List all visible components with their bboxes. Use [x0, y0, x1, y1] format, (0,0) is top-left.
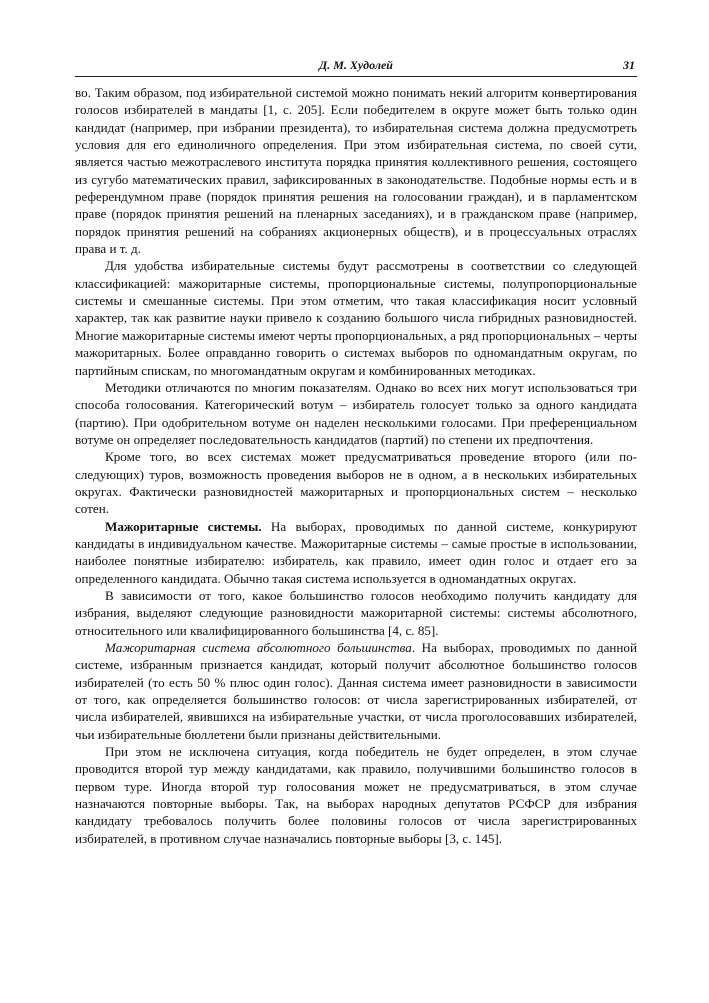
- paragraph-text: В зависимости от того, какое большинство голосов необходимо получить кандидату для избрания, выделяют следующие разновидности мажоритарной системы: системы абсолютного, относительного или квалифицированного большинства [4, с. 85].: [75, 587, 637, 638]
- paragraph: [75, 639, 637, 743]
- paragraph: [75, 587, 637, 639]
- paragraph: [75, 448, 637, 517]
- running-header-author: Д. М. Худолей: [319, 58, 393, 72]
- subsection-heading-absolute-majority: Мажоритарная система абсолютного большинства: [105, 640, 412, 655]
- paragraph: [75, 743, 637, 847]
- paragraph: [75, 379, 637, 448]
- paragraph-text: во. Таким образом, под избирательной системой можно понимать некий алгоритм конвертирования голосов избирателей в мандаты [1, с. 205]. Если победителем в округе может быть только один кандидат (например, при избрании президента), то избирательная система должна предусмотреть условия для его единоличного определения. При этом избирательная система, по своей сути, является частью межотраслевого института порядка принятия коллективного решения, состоящего из сугубо математических правил, зафиксированных в законодательстве. Подобные нормы есть и в референдумном праве (порядок принятия решения на голосовании граждан), и в парламентском праве (порядок принятия решений на пленарных заседаниях), и в гражданском праве (например, порядок принятия решений на собраниях акционерных обществ), и в процессуальных отраслях права и т. д.: [75, 85, 637, 257]
- section-heading-majoritarian: Мажоритарные системы.: [105, 518, 262, 534]
- body-text: [75, 84, 637, 847]
- paragraph-text: Методики отличаются по многим показателям. Однако во всех них могут использоваться три способа голосования. Категорический вотум – избиратель голосует только за одного кандидата (партию). При одобрительном вотуме он наделен несколькими голосами. При преференциальном вотуме он определяет последовательность кандидатов (партий) по степени их предпочтения.: [75, 379, 637, 447]
- paragraph-text: . На выборах, проводимых по данной системе, избранным признается кандидат, который получит абсолютное большинство голосов избирателей (то есть 50 % плюс один голос). Данная система имеет разновидности в зависимости от того, как определяется большинство голосов: от числа зарегистрированных избирателей, от числа избирателей, явившихся на избирательные участки, от числа проголосовавших избирателей, чьи избирательные бюллетени были признаны действительными.: [75, 640, 637, 742]
- paragraph-text: При этом не исключена ситуация, когда победитель не будет определен, в этом случае проводится второй тур между кандидатами, как правило, получившими большинство голосов в первом туре. Иногда второй тур голосования может не предусматриваться, в этом случае назначаются повторные выборы. Так, на выборах народных депутатов РСФСР для избрания кандидату требовалось получить более половины голосов от числа зарегистрированных избирателей, в противном случае назначались повторные выборы [3, с. 145].: [75, 744, 637, 846]
- paragraph: [75, 518, 637, 587]
- paragraph: [75, 84, 637, 257]
- paragraph-text: Кроме того, во всех системах может предусматриваться проведение второго (или последующих) туров, возможность проведения выборов не в одном, а в нескольких избирательных округах. Фактически разновидностей мажоритарных и пропорциональных систем – несколько сотен.: [75, 449, 637, 517]
- paragraph-text: На выборах, проводимых по данной системе, конкурируют кандидаты в индивидуальном качестве. Мажоритарные системы – самые простые в использовании, наиболее понятные избирателю: избиратель, как правило, имеет один голос и отдает его за определенного кандидата. Обычно такая система используется в одномандатных округах.: [75, 518, 638, 586]
- running-header: [75, 56, 637, 77]
- paragraph-text: Для удобства избирательные системы будут рассмотрены в соответствии со следующей классификацией: мажоритарные системы, пропорциональные системы, полупропорциональные системы и смешанные системы. При этом отметим, что такая классификация носит условный характер, так как развитие науки привело к созданию большого числа гибридных разновидностей. Многие мажоритарные системы имеют черты пропорциональных, а ряд пропорциональных – черты мажоритарных. Более оправданно говорить о системах выборов по одномандатным округам, по партийным спискам, по многомандатным округам и комбинированных методиках.: [75, 258, 637, 378]
- paragraph: [75, 257, 637, 378]
- page-number: 31: [623, 58, 635, 72]
